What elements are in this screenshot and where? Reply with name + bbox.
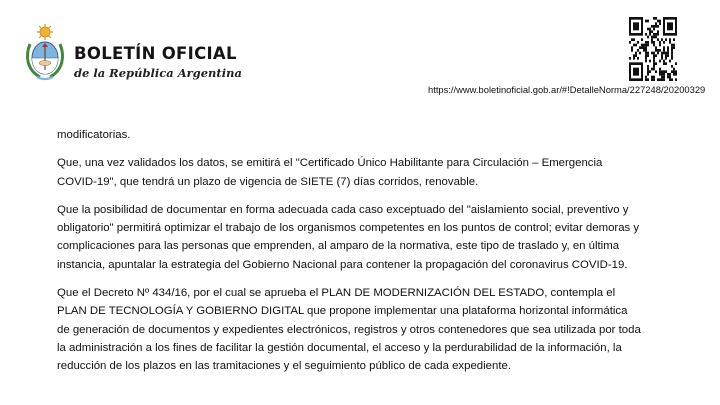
text-line: Que la posibilidad de documentar en forma adecuada cada caso exceptuado del "aislamiento social, preventivo y	[57, 203, 629, 216]
text-line: complicaciones para las personas que emprenden, al amparo de la normativa, este tipo de traslado y, en última	[57, 240, 620, 253]
text-line: la administración a los fines de facilitar la gestión documental, el acceso y la perdurabilidad de la información, la	[57, 341, 622, 354]
gazette-subtitle: de la República Argentina	[74, 66, 242, 80]
text-line: PLAN DE TECNOLOGÍA Y GOBIERNO DIGITAL que propone implementar una plataforma horizontal informática	[57, 305, 628, 318]
text-line: COVID-19", que tendrá un plazo de vigencia de SIETE (7) días corridos, renovable.	[57, 175, 479, 188]
paragraph	[57, 284, 667, 375]
text-line: Que, una vez validados los datos, se emitirá el "Certificado Único Habilitante para Circulación – Emergencia	[57, 157, 603, 170]
source-url[interactable]: https://www.boletinoficial.gob.ar/#!DetalleNorma/227248/20200329	[428, 84, 706, 95]
paragraph	[57, 154, 667, 191]
text-line: Que el Decreto Nº 434/16, por el cual se aprueba el PLAN DE MODERNIZACIÓN DEL ESTADO, contempla el	[57, 287, 616, 300]
qr-code-icon	[629, 17, 677, 81]
document-body	[57, 126, 667, 386]
text-line: modificatorias.	[57, 129, 131, 141]
gazette-title: BOLETÍN OFICIAL	[74, 44, 237, 63]
document-header	[0, 0, 720, 100]
coat-of-arms-icon	[24, 22, 66, 82]
text-line: reducción de los plazos en las tramitaciones y el seguimiento público de cada expediente.	[57, 360, 512, 373]
text-line: instancia, apuntalar la estrategia del Gobierno Nacional para contener la propagación del coronavirus COVID-19.	[57, 258, 628, 271]
text-line: de generación de documentos y expedientes electrónicos, registros y otros contenedores que sea utilizada por toda	[57, 323, 641, 336]
paragraph	[57, 201, 667, 274]
paragraph	[57, 126, 667, 144]
text-line: obligatorio" permitirá optimizar el trabajo de los organismos competentes en los puntos de control; evitar demoras y	[57, 222, 640, 235]
